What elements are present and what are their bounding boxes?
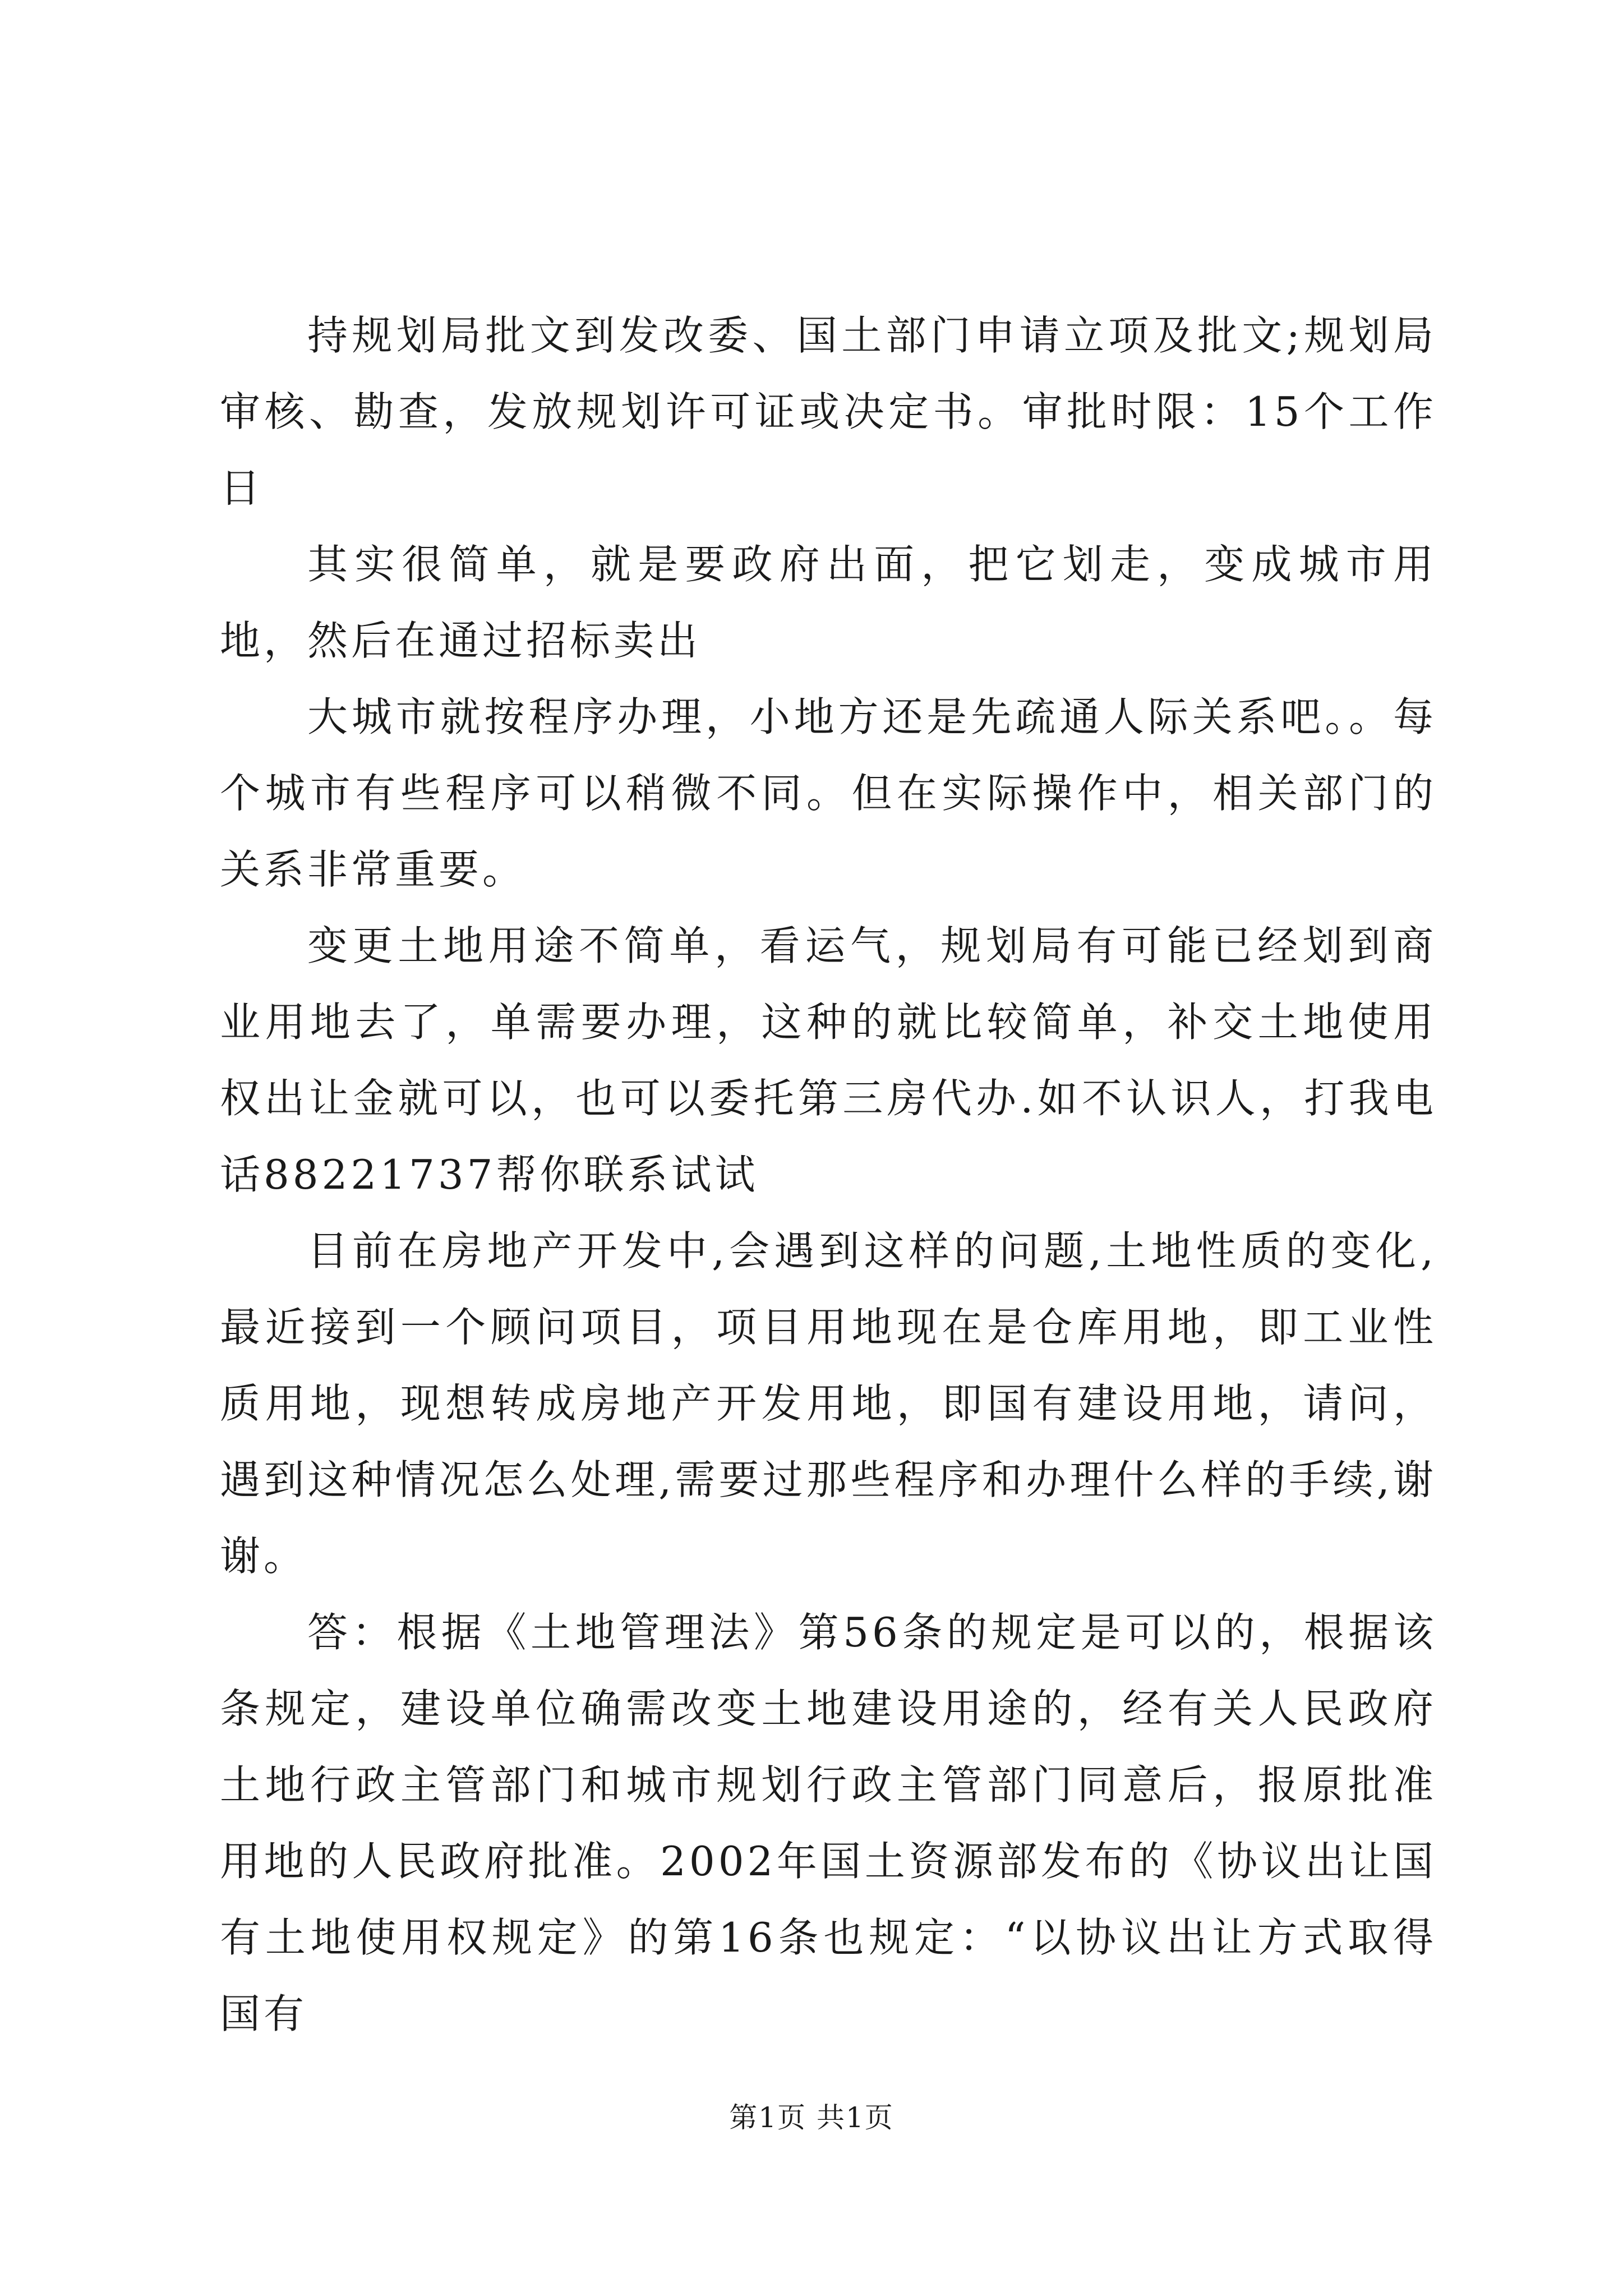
paragraph: 大城市就按程序办理，小地方还是先疏通人际关系吧。。每个城市有些程序可以稍微不同。但在实际操作中，相关部门的关系非常重要。	[220, 693, 1437, 893]
paragraph: 答：根据《土地管理法》第56条的规定是可以的，根据该条规定，建设单位确需改变土地建设用途的，经有关人民政府土地行政主管部门和城市规划行政主管部门同意后，报原批准用地的人民政府批准。2002年国土资源部发布的《协议出让国有土地使用权规定》的第16条也规定：“以协议出让方式取得国有	[220, 1609, 1437, 2037]
document-body	[220, 297, 1437, 2052]
page-footer: 第1页 共1页	[729, 2101, 894, 2134]
paragraph: 其实很简单，就是要政府出面，把它划走，变成城市用地，然后在通过招标卖出	[220, 541, 1437, 664]
paragraph: 目前在房地产开发中,会遇到这样的问题,土地性质的变化,最近接到一个顾问项目，项目用地现在是仓库用地，即工业性质用地，现想转成房地产开发用地，即国有建设用地，请问，遇到这种情况怎么处理,需要过那些程序和办理什么样的手续,谢谢。	[220, 1227, 1437, 1580]
paragraph: 持规划局批文到发改委、国土部门申请立项及批文;规划局审核、勘查，发放规划许可证或决定书。审批时限：15个工作日	[220, 312, 1437, 512]
paragraph: 变更土地用途不简单，看运气，规划局有可能已经划到商业用地去了，单需要办理，这种的就比较简单，补交土地使用权出让金就可以，也可以委托第三房代办.如不认识人，打我电话88221737帮你联系试试	[220, 922, 1437, 1198]
